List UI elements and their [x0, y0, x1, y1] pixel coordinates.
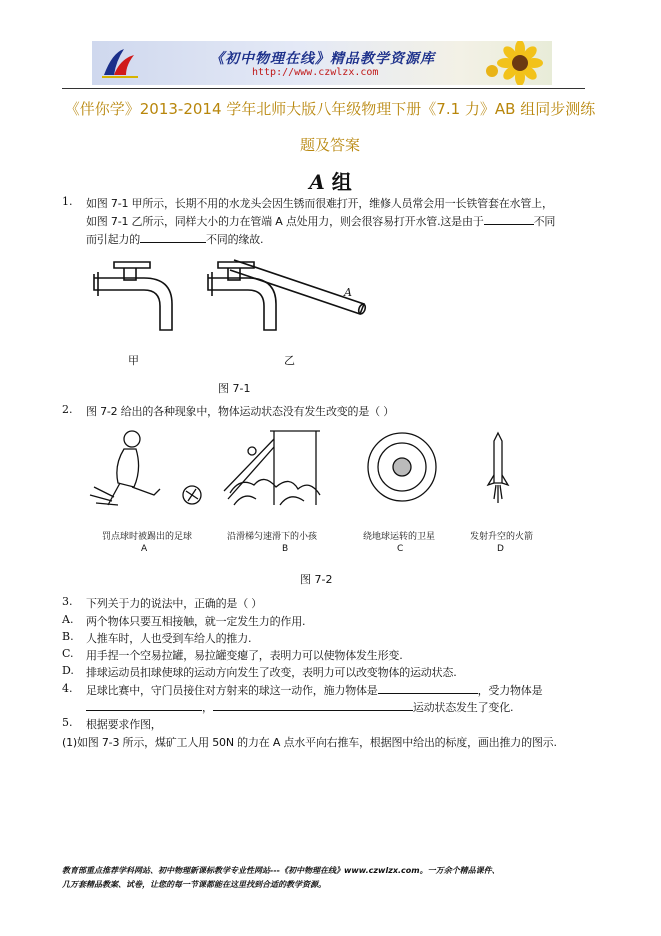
- group-text: 组: [331, 170, 352, 194]
- q1-line3: [86, 231, 263, 247]
- q4-blank3[interactable]: [213, 700, 413, 711]
- q4-line2-comma: ，: [202, 701, 213, 714]
- document-title-line2: 题及答案: [299, 136, 360, 154]
- q4-line2: [86, 699, 513, 715]
- document-title-line1: 《伴你学》2013-2014 学年北师大版八年级物理下册《7.1 力》AB 组同步测练: [64, 100, 596, 118]
- q1-line2: [86, 213, 555, 229]
- q2-item-d-desc: 发射升空的火箭: [470, 532, 534, 542]
- q1-number: 1.: [62, 195, 73, 208]
- fig71-caption: 图 7-1: [218, 382, 251, 395]
- q5-number: 5.: [62, 716, 73, 729]
- site-logo-icon: [98, 45, 142, 81]
- q1-line3-tail: 不同的缘故.: [206, 233, 264, 246]
- q2-item-c-letter: C: [397, 544, 404, 554]
- q1-line2-text: 如图 7-1 乙所示，同样大小的力在管端 A 点处用力，则会很容易打开水管.这是由于: [86, 215, 484, 228]
- q3-text: 下列关于力的说法中，正确的是（ ）: [86, 597, 263, 610]
- sunflower-icon: [480, 41, 550, 85]
- q1-line1: 如图 7-1 甲所示，长期不用的水龙头会因生锈而很难打开，维修人员常会用一长铁管套在水管上，: [86, 197, 553, 210]
- q3-option-b: 人推车时，人也受到车给人的推力.: [86, 632, 252, 645]
- q2-item-c-desc: 绕地球运转的卫星: [363, 532, 436, 542]
- header-banner: [92, 41, 552, 85]
- footer-line2: 几万套精品教案、试卷，让您的每一节课都能在这里找到合适的教学资源。: [62, 880, 326, 889]
- q5-sub1: (1)如图 7-3 所示，煤矿工人用 50N 的力在 A 点水平向右推车，根据图中给出的标度，画出推力的图示.: [62, 736, 557, 749]
- header-rule: [62, 88, 585, 89]
- footer-line1: 教育部重点推荐学科网站、初中物理新课标教学专业性网站---《初中物理在线》www.czwlzx.com。一万余个精品课件、: [62, 866, 500, 875]
- q3-option-d-letter: D.: [62, 664, 74, 677]
- q3-option-b-letter: B.: [62, 630, 74, 643]
- q1-blank2[interactable]: [140, 232, 206, 243]
- q2-text: 图 7-2 给出的各种现象中，物体运动状态没有发生改变的是（ ）: [86, 405, 395, 418]
- q4-number: 4.: [62, 682, 73, 695]
- q2-item-b-desc: 沿滑梯匀速滑下的小孩: [227, 532, 318, 542]
- q2-item-d-letter: D: [497, 544, 504, 554]
- q1-line2-tail: 不同: [533, 215, 556, 228]
- q2-item-b-letter: B: [282, 544, 289, 554]
- q5-text: 根据要求作图，: [86, 718, 162, 731]
- banner-title: 《初中物理在线》精品教学资源库: [210, 51, 435, 67]
- q3-option-c-letter: C.: [62, 647, 74, 660]
- q4-line1-tail: ，受力物体是: [477, 684, 543, 697]
- q1-line3-text: 而引起力的: [86, 233, 140, 246]
- q1-blank1[interactable]: [484, 214, 534, 225]
- fig72-caption: 图 7-2: [300, 573, 333, 586]
- q2-number: 2.: [62, 403, 73, 416]
- q4-line1-text: 足球比赛中，守门员接住对方射来的球这一动作，施力物体是: [86, 684, 378, 697]
- banner-url: http://www.czwlzx.com: [252, 67, 379, 78]
- q4-line1: [86, 682, 542, 698]
- q4-line2-tail: 运动状态发生了变化.: [412, 701, 514, 714]
- figure-7-1-faucets: [84, 252, 384, 347]
- q4-blank1[interactable]: [378, 683, 478, 694]
- q2-item-a-letter: A: [141, 544, 148, 554]
- q3-option-a: 两个物体只要互相接触，就一定发生力的作用.: [86, 615, 306, 628]
- figure-7-2-illustrations: [84, 425, 524, 520]
- fig71-jia: 甲: [128, 354, 139, 367]
- q3-option-d: 排球运动员扣球使球的运动方向发生了改变，表明力可以改变物体的运动状态.: [86, 666, 457, 679]
- group-heading: [0, 166, 661, 195]
- group-letter: A: [309, 170, 325, 194]
- q2-item-a-desc: 罚点球时被踢出的足球: [102, 532, 193, 542]
- fig71-yi: 乙: [284, 354, 295, 367]
- q3-number: 3.: [62, 595, 73, 608]
- fig71-point-a: A: [344, 286, 352, 299]
- q3-option-c: 用手捏一个空易拉罐，易拉罐变瘪了，表明力可以使物体发生形变.: [86, 649, 403, 662]
- q3-option-a-letter: A.: [62, 613, 74, 626]
- q4-blank2[interactable]: [86, 700, 202, 711]
